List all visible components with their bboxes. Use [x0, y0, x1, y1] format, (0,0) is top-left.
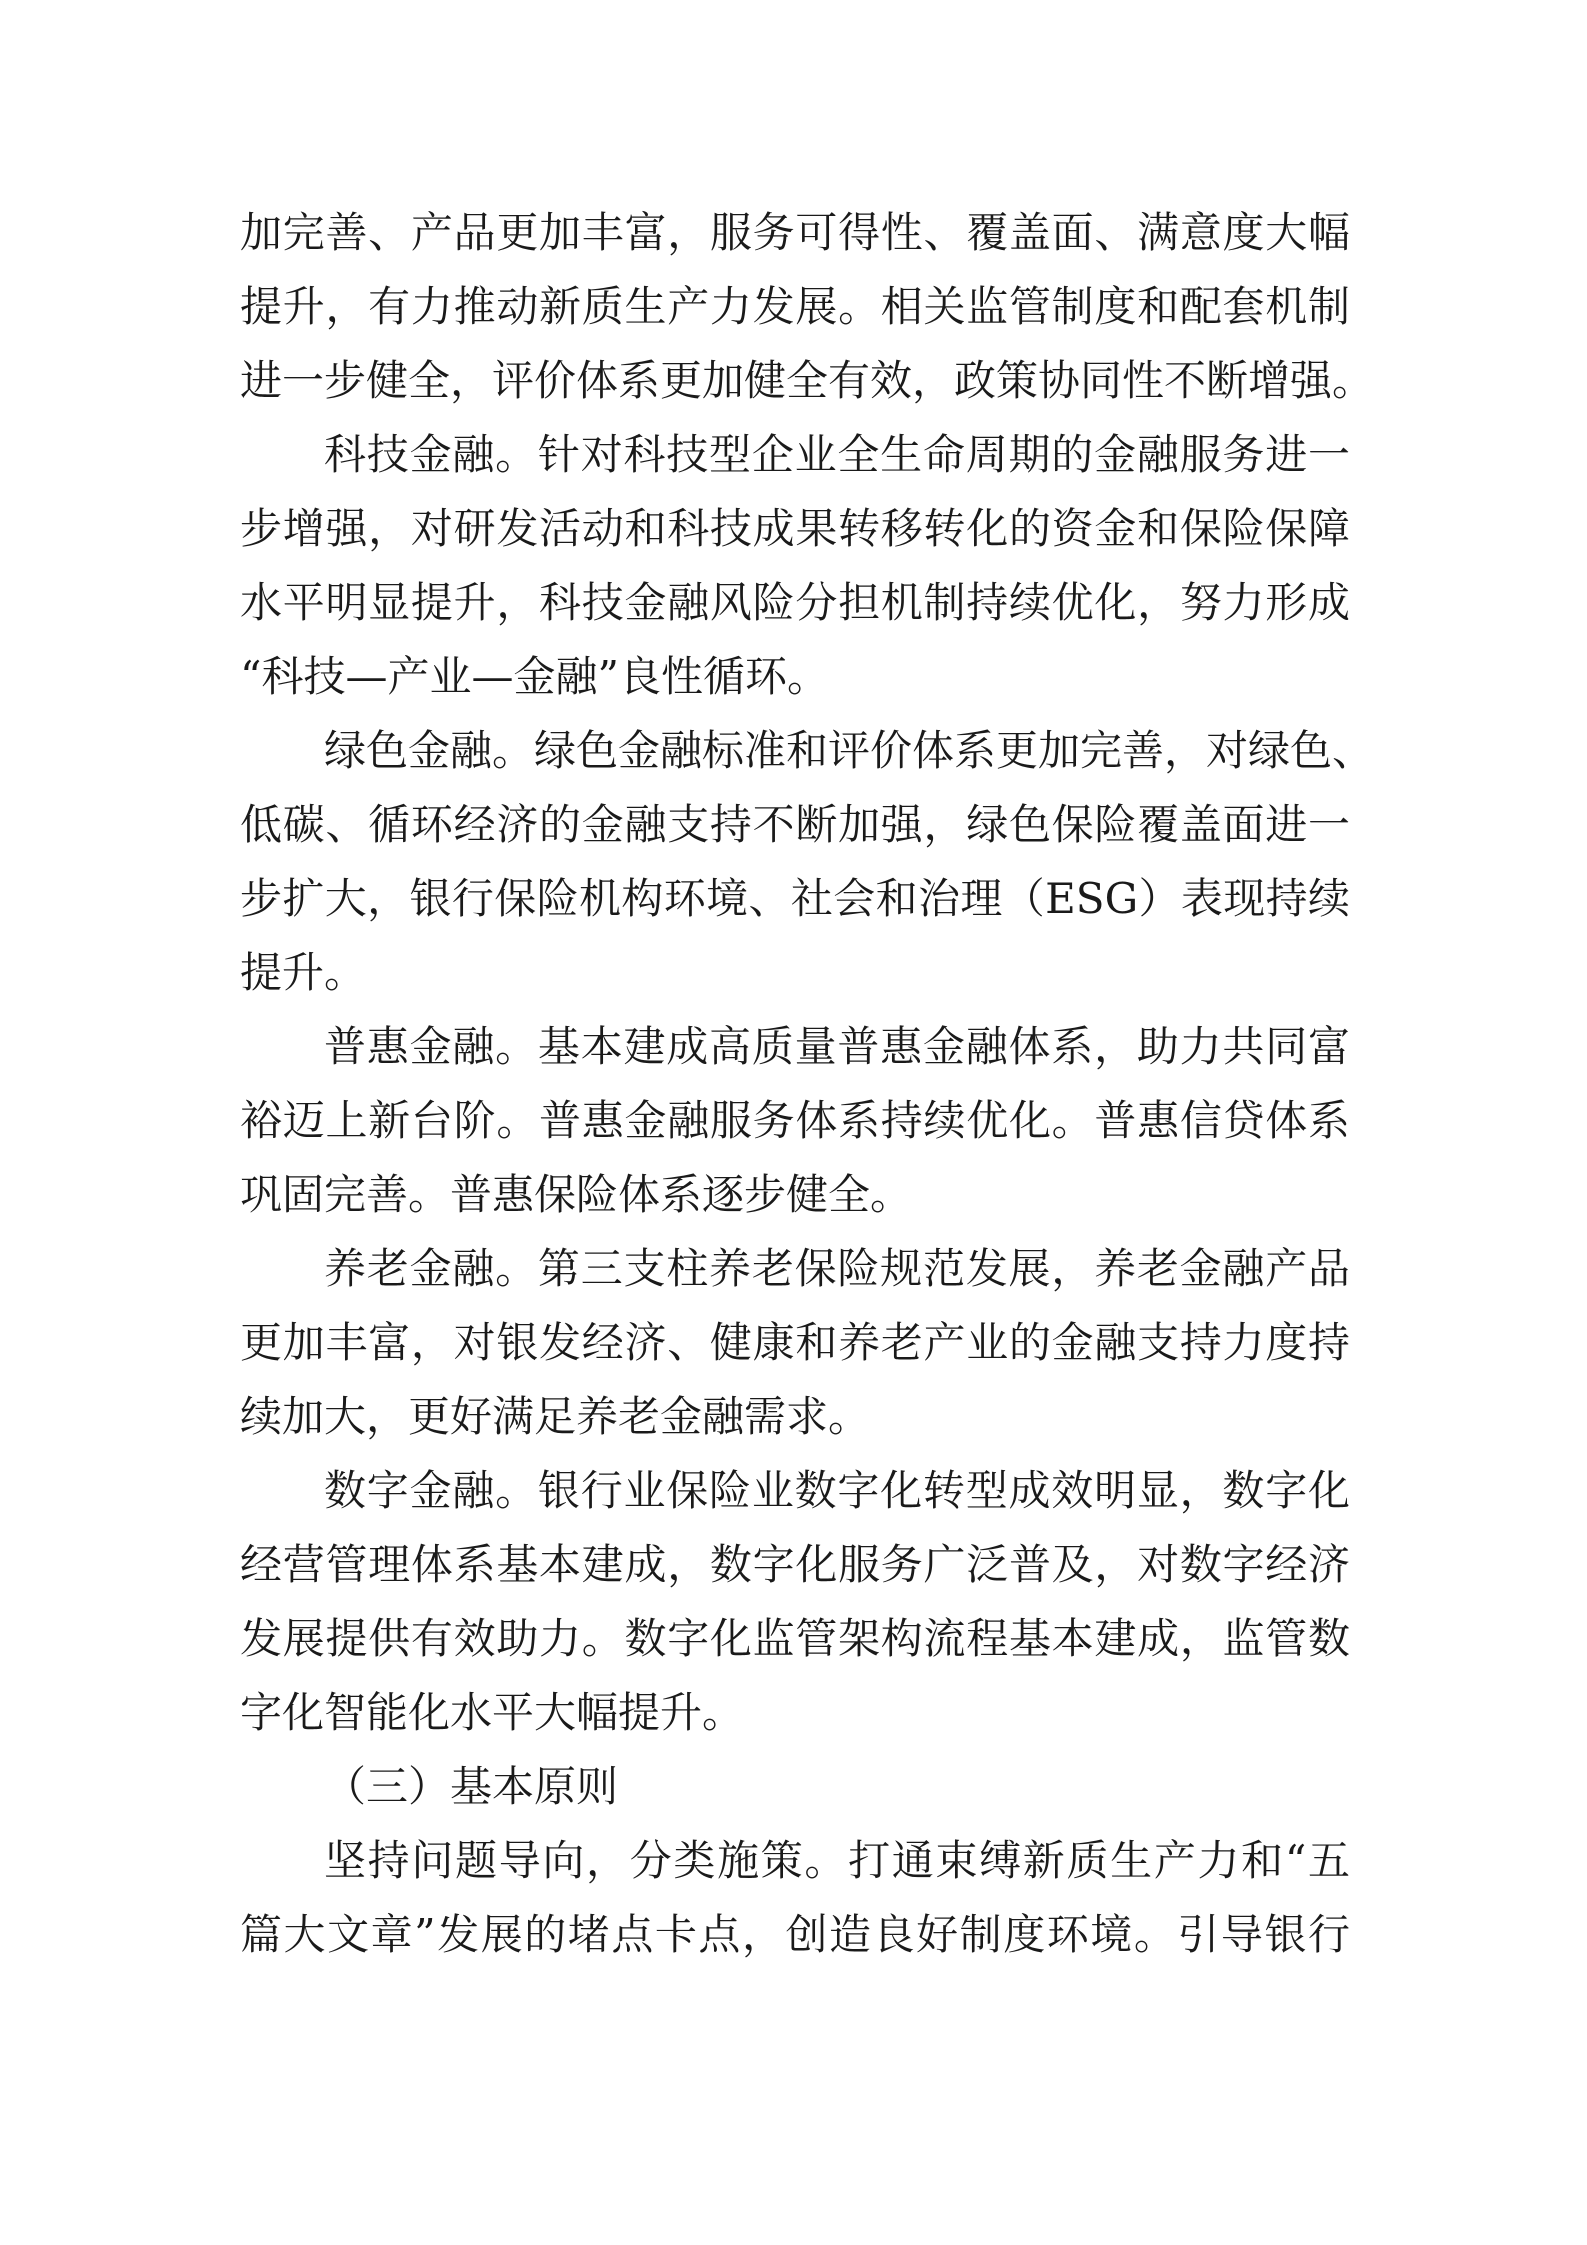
paragraph-start-pension-finance: 养老金融。第三支柱养老保险规范发展，养老金融产品	[324, 1244, 1350, 1293]
text-line: 巩固完善。普惠保险体系逐步健全。	[240, 1170, 913, 1219]
text-line: 更加丰富，对银发经济、健康和养老产业的金融支持力度持	[240, 1318, 1350, 1367]
text-line: 低碳、循环经济的金融支持不断加强，绿色保险覆盖面进一	[240, 800, 1350, 849]
text-line: 提升，有力推动新质生产力发展。相关监管制度和配套机制	[240, 282, 1350, 331]
paragraph-start-inclusive-finance: 普惠金融。基本建成高质量普惠金融体系，助力共同富	[324, 1022, 1350, 1071]
text-line: 步增强，对研发活动和科技成果转移转化的资金和保险保障	[240, 504, 1350, 553]
text-line: 续加大，更好满足养老金融需求。	[240, 1392, 871, 1441]
text-line: 提升。	[240, 948, 367, 997]
section-heading-basic-principles: （三）基本原则	[324, 1762, 619, 1811]
text-line: 裕迈上新台阶。普惠金融服务体系持续优化。普惠信贷体系	[240, 1096, 1350, 1145]
text-line: 发展提供有效助力。数字化监管架构流程基本建成，监管数	[240, 1614, 1350, 1663]
text-line: 进一步健全，评价体系更加健全有效，政策协同性不断增强。	[240, 356, 1375, 405]
text-line: 经营管理体系基本建成，数字化服务广泛普及，对数字经济	[240, 1540, 1350, 1589]
paragraph-start-problem-oriented: 坚持问题导向，分类施策。打通束缚新质生产力和“五	[324, 1836, 1350, 1885]
text-line: 篇大文章”发展的堵点卡点，创造良好制度环境。引导银行	[240, 1910, 1350, 1959]
paragraph-start-green-finance: 绿色金融。绿色金融标准和评价体系更加完善，对绿色、	[324, 726, 1375, 775]
document-page	[240, 196, 1375, 1972]
paragraph-start-digital-finance: 数字金融。银行业保险业数字化转型成效明显，数字化	[324, 1466, 1350, 1515]
text-line: 水平明显提升，科技金融风险分担机制持续优化，努力形成	[240, 578, 1350, 627]
paragraph-start-tech-finance: 科技金融。针对科技型企业全生命周期的金融服务进一	[324, 430, 1350, 479]
text-line: 字化智能化水平大幅提升。	[240, 1688, 745, 1737]
text-line: 加完善、产品更加丰富，服务可得性、覆盖面、满意度大幅	[240, 208, 1350, 257]
text-line: “科技—产业—金融”良性循环。	[240, 652, 829, 701]
text-line: 步扩大，银行保险机构环境、社会和治理（ESG）表现持续	[240, 874, 1350, 923]
